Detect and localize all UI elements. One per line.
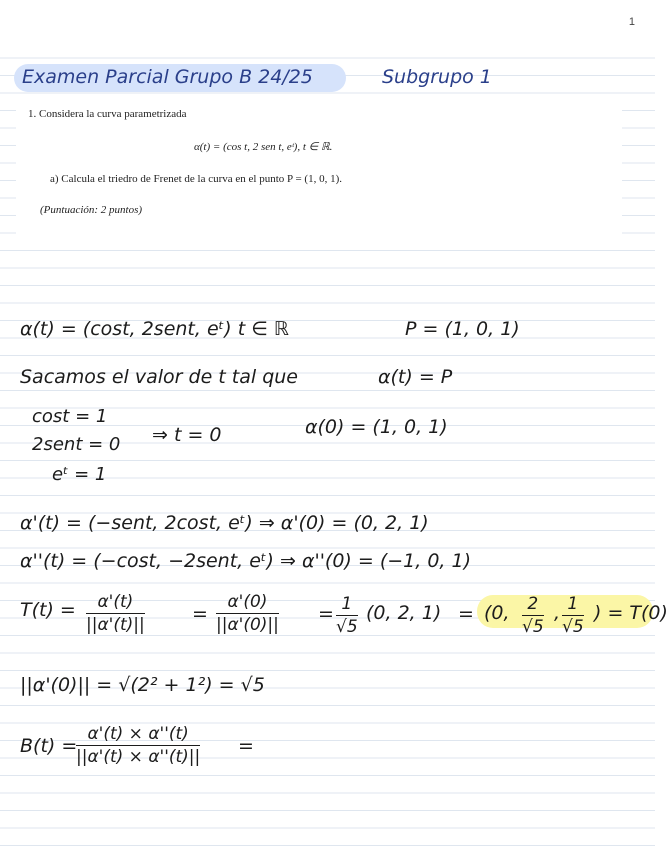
- solution-line-find-t-eq: α(t) = P: [378, 366, 453, 388]
- tangent-result-open: (0,: [484, 602, 510, 624]
- first-derivative: α'(t) = (−sent, 2cost, eᵗ) ⇒ α'(0) = (0, 2, 1): [20, 512, 429, 534]
- tangent-result-comma: ,: [554, 602, 561, 624]
- tangent-result-fraction-1: [522, 594, 544, 637]
- fraction-denominator: ||α'(t) × α''(t)||: [76, 747, 201, 767]
- exam-formula: α(t) = (cos t, 2 sen t, eᵗ), t ∈ ℝ.: [194, 141, 333, 153]
- exam-points: (Puntuación: 2 puntos): [40, 204, 143, 216]
- binormal-fraction: [76, 724, 200, 767]
- tangent-fraction-general: [86, 592, 145, 635]
- second-derivative: α''(t) = (−cost, −2sent, eᵗ) ⇒ α''(0) = (−1, 0, 1): [20, 550, 471, 572]
- tangent-fraction-scalar: [336, 594, 358, 637]
- exam-question-box: [16, 96, 622, 234]
- tangent-vector: (0, 2, 1): [366, 602, 442, 624]
- equation-cos: cost = 1: [32, 406, 108, 427]
- norm-equation: ||α'(0)|| = √(2² + 1²) = √5: [20, 674, 265, 696]
- tangent-lhs: T(t) =: [20, 599, 76, 621]
- binormal-lhs: B(t) =: [20, 735, 78, 757]
- fraction-denominator: √5: [522, 617, 544, 637]
- page-title: Examen Parcial Grupo B 24/25: [22, 66, 313, 88]
- fraction-numerator: α'(t) × α''(t): [76, 724, 200, 746]
- solution-line-point: P = (1, 0, 1): [405, 318, 520, 340]
- fraction-numerator: 2: [522, 594, 544, 616]
- subgroup-label: Subgrupo 1: [382, 66, 492, 88]
- fraction-numerator: α'(0): [216, 592, 279, 614]
- fraction-denominator: ||α'(t)||: [86, 615, 145, 635]
- fraction-denominator: ||α'(0)||: [216, 615, 279, 635]
- tangent-result-fraction-2: [562, 594, 584, 637]
- tangent-fraction-zero: [216, 592, 279, 635]
- tangent-result-close: ) = T(0): [594, 602, 668, 624]
- equals-sign: =: [458, 603, 474, 625]
- fraction-numerator: α'(t): [86, 592, 145, 614]
- fraction-numerator: 1: [336, 594, 358, 616]
- equals-sign: =: [238, 735, 254, 757]
- equation-sin: 2sent = 0: [32, 434, 121, 455]
- fraction-numerator: 1: [562, 594, 584, 616]
- equation-implies: ⇒ t = 0: [152, 424, 222, 446]
- fraction-denominator: √5: [336, 617, 358, 637]
- exam-statement: 1. Considera la curva parametrizada: [28, 108, 187, 120]
- equation-exp: eᵗ = 1: [52, 464, 107, 485]
- page-header-band: [0, 0, 655, 44]
- page-number: 1: [628, 16, 635, 28]
- fraction-denominator: √5: [562, 617, 584, 637]
- solution-line-find-t: Sacamos el valor de t tal que: [20, 366, 298, 388]
- equals-sign: =: [318, 603, 334, 625]
- solution-line-curve: α(t) = (cost, 2sent, eᵗ) t ∈ ℝ: [20, 318, 289, 340]
- exam-part-a: a) Calcula el triedro de Frenet de la curva en el punto P = (1, 0, 1).: [50, 173, 342, 185]
- equation-alpha-zero: α(0) = (1, 0, 1): [305, 416, 448, 438]
- equals-sign: =: [192, 603, 208, 625]
